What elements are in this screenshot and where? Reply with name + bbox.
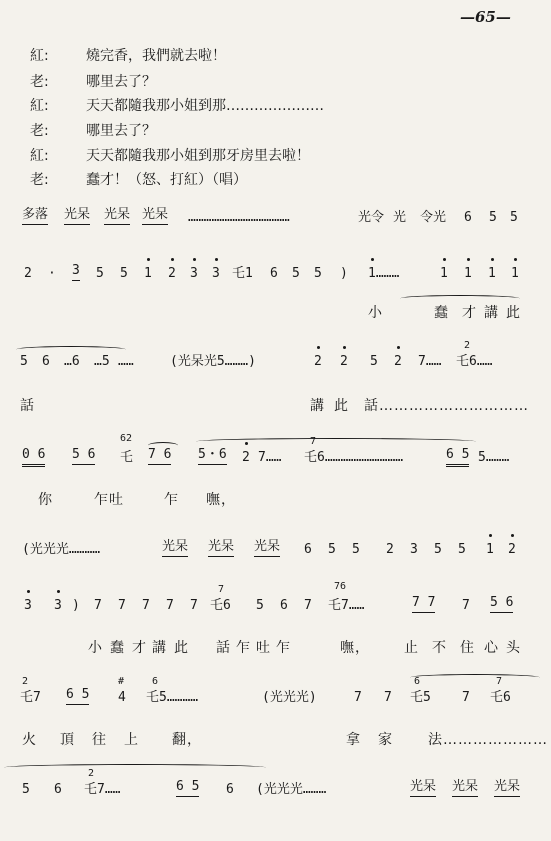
score-token: ·: [48, 266, 56, 281]
score-token: 4: [118, 690, 126, 705]
speaker-label: 紅:: [30, 98, 49, 114]
lyric-char: 嘸，: [206, 492, 236, 508]
score-token: 5・6: [198, 446, 227, 465]
score-token: 乇: [120, 450, 134, 465]
score-token: …………………………………: [188, 210, 290, 225]
score-token: 光: [393, 210, 407, 225]
score-token: 2: [168, 266, 176, 281]
score-token: 5: [96, 266, 104, 281]
score-token: 光令: [358, 210, 385, 225]
slur-mark: [148, 442, 178, 449]
lyric-char: 乍吐: [94, 492, 124, 508]
score-token: 3: [212, 266, 220, 281]
lyric-char: 火: [22, 732, 37, 748]
lyric-char: 止: [404, 640, 419, 656]
score-token: 5 6: [490, 594, 513, 613]
score-token: 3: [72, 262, 80, 281]
score-token: 乇7……: [84, 782, 121, 797]
score-token: 7: [384, 690, 392, 705]
lyric-char: 話…………………………: [364, 398, 529, 414]
score-token: ): [72, 598, 80, 613]
grace-note: 6: [152, 676, 159, 687]
score-token: 5………: [478, 450, 510, 465]
lyric-line-5: [0, 728, 551, 752]
score-token: 7: [462, 598, 470, 613]
octave-dot: [171, 258, 174, 261]
lyric-char: 講: [310, 398, 325, 414]
score-token: 乇5…………: [146, 690, 199, 705]
score-token: 3: [190, 266, 198, 281]
score-token: 2: [340, 354, 348, 369]
score-token: 5: [328, 542, 336, 557]
lyric-char: 乍: [164, 492, 179, 508]
lyric-line-2: [0, 394, 551, 418]
score-row-7: [0, 676, 551, 710]
grace-note: 2: [88, 768, 95, 779]
score-token: 1: [488, 266, 496, 281]
octave-dot: [147, 258, 150, 261]
score-token: 5: [352, 542, 360, 557]
score-token: 6 5: [66, 686, 89, 705]
octave-dot: [57, 590, 60, 593]
score-row-1: [0, 206, 551, 230]
score-token: 5: [256, 598, 264, 613]
score-token: 7……: [418, 354, 442, 369]
score-token: 7: [166, 598, 174, 613]
score-token: 乇7……: [328, 598, 365, 613]
lyric-char: 吐: [256, 640, 271, 656]
score-row-4: [0, 433, 551, 470]
speaker-label: 老:: [30, 123, 49, 139]
lyric-char: 住: [460, 640, 475, 656]
dialogue-text: 哪里去了？: [86, 123, 156, 139]
score-token: 6: [304, 542, 312, 557]
grace-note: 2: [464, 340, 471, 351]
score-token: (光光光): [262, 690, 317, 705]
grace-note: 7: [218, 584, 225, 595]
score-token: 5: [292, 266, 300, 281]
score-token: 5: [314, 266, 322, 281]
lyric-char: 法…………………: [428, 732, 548, 748]
lyric-char: 乍: [236, 640, 251, 656]
score-token: (光呆光5………): [170, 354, 256, 369]
lyric-char: 講: [152, 640, 167, 656]
lyric-line-1: [0, 301, 551, 325]
dialogue-text: 哪里去了？: [86, 74, 156, 90]
score-token: 光呆: [142, 206, 168, 225]
octave-dot: [467, 258, 470, 261]
score-token: 7: [142, 598, 150, 613]
octave-dot: [343, 346, 346, 349]
grace-note: 6: [414, 676, 421, 687]
grace-note: 7: [310, 436, 317, 447]
score-token: …5: [94, 354, 110, 369]
score-token: 6: [270, 266, 278, 281]
dialogue-text: 蠢才！（怒、打紅）（唱）: [86, 172, 247, 188]
lyric-char: 上: [124, 732, 139, 748]
score-token: 光呆: [104, 206, 130, 225]
dialogue-text: 天天都隨我那小姐到那牙房里去啦！: [86, 148, 310, 164]
score-token: 乇6: [490, 690, 511, 705]
lyric-char: 头: [506, 640, 521, 656]
dialogue-text: 天天都隨我那小姐到那…………………: [86, 98, 324, 114]
lyric-char: 乍: [276, 640, 291, 656]
score-token: 光呆: [452, 778, 478, 797]
score-token: (光光光………: [256, 782, 327, 797]
slur-mark: [410, 674, 540, 681]
octave-dot: [317, 346, 320, 349]
score-token: 5: [20, 354, 28, 369]
score-token: 2: [386, 542, 394, 557]
octave-dot: [514, 258, 517, 261]
score-token: 6: [226, 782, 234, 797]
score-token: 3: [24, 598, 32, 613]
score-token: 0 6: [22, 446, 45, 467]
score-token: 7: [118, 598, 126, 613]
lyric-char: 此: [174, 640, 189, 656]
slur-mark: [400, 295, 520, 302]
octave-dot: [443, 258, 446, 261]
score-token: 3: [410, 542, 418, 557]
score-token: 7……: [258, 450, 282, 465]
score-token: 6: [280, 598, 288, 613]
score-token: 光呆: [494, 778, 520, 797]
score-token: 光呆: [208, 538, 234, 557]
score-token: 7 6: [148, 446, 171, 465]
lyric-char: 此: [334, 398, 349, 414]
lyric-char: 往: [92, 732, 107, 748]
score-token: 2: [394, 354, 402, 369]
score-row-5: [0, 538, 551, 562]
lyric-char: 講: [484, 305, 499, 321]
lyric-char: 家: [378, 732, 393, 748]
score-token: 1: [511, 266, 519, 281]
score-token: 7: [190, 598, 198, 613]
lyric-char: 不: [432, 640, 447, 656]
score-token: 1: [486, 542, 494, 557]
lyric-char: 你: [38, 492, 53, 508]
score-token: …6: [64, 354, 80, 369]
speaker-label: 老:: [30, 172, 49, 188]
score-token: 7: [354, 690, 362, 705]
lyric-char: 小: [88, 640, 103, 656]
dialogue-text: 燒完香，我們就去啦！: [86, 48, 226, 64]
score-token: 7: [94, 598, 102, 613]
score-row-8: [0, 768, 551, 802]
score-token: 5: [434, 542, 442, 557]
lyric-char: 頂: [60, 732, 75, 748]
score-token: 5: [22, 782, 30, 797]
score-token: 光呆: [162, 538, 188, 557]
score-token: 令光: [420, 210, 447, 225]
score-token: 3: [54, 598, 62, 613]
grace-note: 2: [22, 676, 29, 687]
octave-dot: [491, 258, 494, 261]
score-row-3: [0, 340, 551, 374]
score-token: 5: [458, 542, 466, 557]
sharp-sign: #: [118, 676, 125, 687]
score-token: 1: [144, 266, 152, 281]
lyric-char: 拿: [346, 732, 361, 748]
score-token: 1: [440, 266, 448, 281]
lyric-char: 嘸，: [340, 640, 370, 656]
lyric-char: 話: [20, 398, 35, 414]
page-number: —65—: [460, 8, 511, 26]
score-token: 光呆: [64, 206, 90, 225]
score-token: 7 7: [412, 594, 435, 613]
lyric-char: 蠢: [110, 640, 125, 656]
score-token: 1………: [368, 266, 400, 281]
speaker-label: 紅:: [30, 48, 49, 64]
score-token: 光呆: [410, 778, 436, 797]
octave-dot: [489, 534, 492, 537]
slur-mark: [196, 438, 476, 445]
speaker-label: 紅:: [30, 148, 49, 164]
score-token: (光光光…………: [22, 542, 101, 557]
lyric-char: 蠢: [434, 305, 449, 321]
speaker-label: 老:: [30, 74, 49, 90]
octave-dot: [245, 442, 248, 445]
grace-note: 62: [120, 433, 133, 444]
lyric-line-3: [0, 488, 551, 512]
lyric-char: 翻，: [172, 732, 202, 748]
score-token: 5: [489, 210, 497, 225]
score-token: 5: [510, 210, 518, 225]
lyric-char: 才: [462, 305, 477, 321]
score-token: 2: [242, 450, 250, 465]
score-token: 5: [370, 354, 378, 369]
lyric-char: 心: [484, 640, 499, 656]
score-token: 2: [508, 542, 516, 557]
score-token: 6: [464, 210, 472, 225]
octave-dot: [27, 590, 30, 593]
octave-dot: [193, 258, 196, 261]
score-token: 乇1: [232, 266, 253, 281]
lyric-line-4: [0, 636, 551, 660]
lyric-char: 此: [506, 305, 521, 321]
score-token: 2: [314, 354, 322, 369]
score-token: 6 5: [176, 778, 199, 797]
octave-dot: [371, 258, 374, 261]
lyric-char: 小: [368, 305, 383, 321]
slur-mark: [4, 764, 266, 771]
score-token: 乇6: [210, 598, 231, 613]
octave-dot: [511, 534, 514, 537]
score-token: 乇6……: [456, 354, 493, 369]
lyric-char: 話: [216, 640, 231, 656]
lyric-char: 才: [132, 640, 147, 656]
score-token: ): [340, 266, 348, 281]
score-row-2: [0, 262, 551, 286]
grace-note: 76: [334, 581, 347, 592]
score-token: 光呆: [254, 538, 280, 557]
score-token: 2: [24, 266, 32, 281]
score-token: 乇5: [410, 690, 431, 705]
score-token: 7: [462, 690, 470, 705]
score-token: 1: [464, 266, 472, 281]
score-token: 7: [304, 598, 312, 613]
score-token: 6: [54, 782, 62, 797]
score-row-6: [0, 581, 551, 618]
grace-note: 7: [496, 676, 503, 687]
score-token: ……: [118, 354, 134, 369]
octave-dot: [215, 258, 218, 261]
score-token: 6: [42, 354, 50, 369]
score-token: 5 6: [72, 446, 95, 465]
octave-dot: [397, 346, 400, 349]
score-token: 6 5: [446, 446, 469, 467]
score-token: 5: [120, 266, 128, 281]
score-token: 乇6…………………………: [304, 450, 404, 465]
score-token: 多落: [22, 206, 48, 225]
score-token: 乇7: [20, 690, 41, 705]
